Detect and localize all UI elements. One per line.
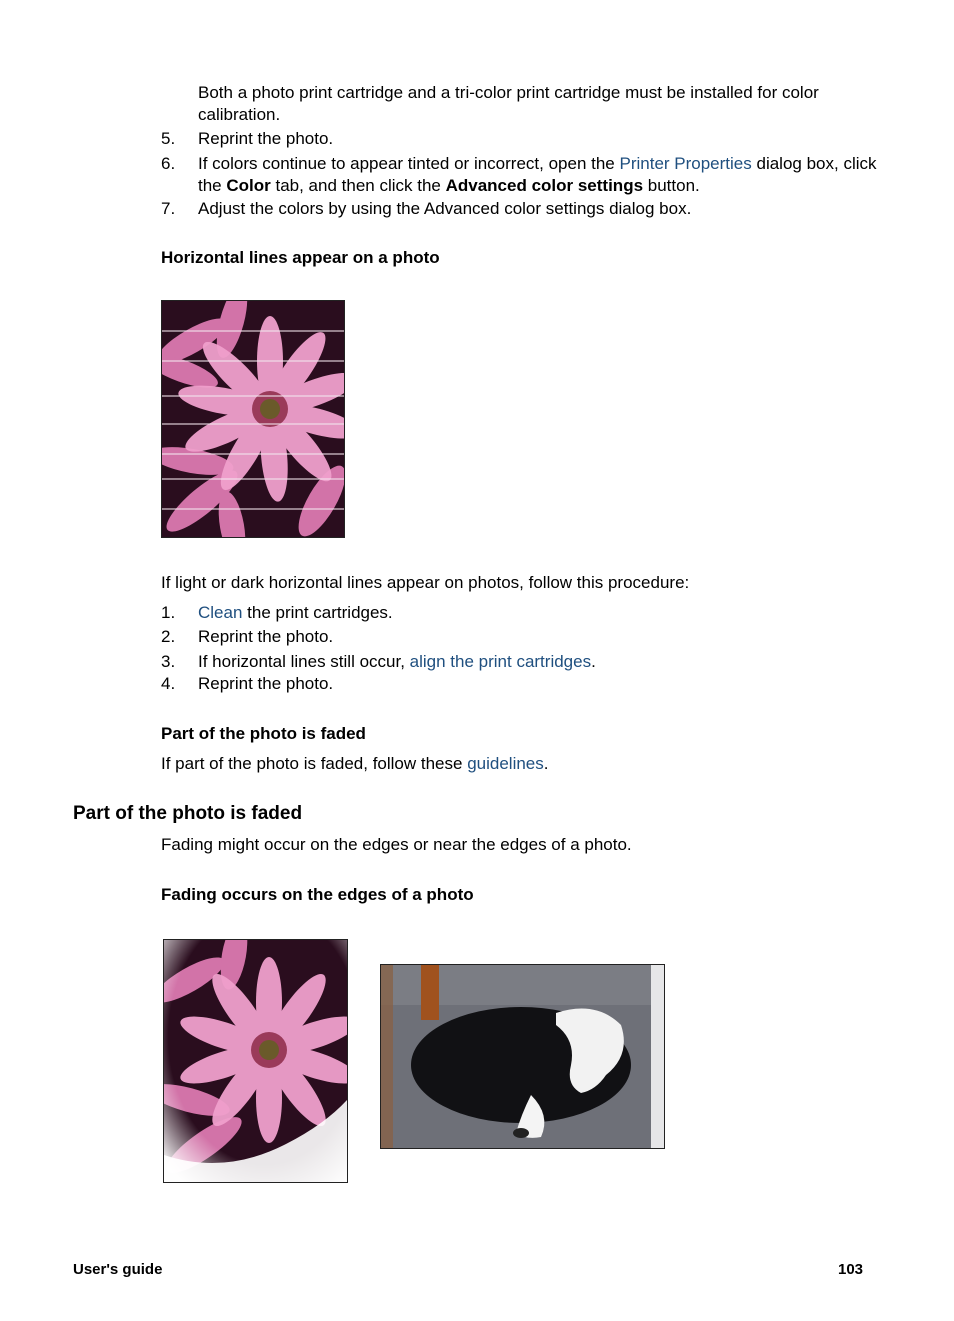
dog-image: [381, 965, 664, 1148]
step-text: [198, 153, 878, 197]
step-text-part: the print cartridges.: [242, 603, 393, 622]
section-heading: Part of the photo is faded: [73, 803, 303, 824]
page-number: 103: [838, 1261, 864, 1278]
step-text: [198, 602, 878, 624]
step-number: 7.: [161, 199, 176, 218]
footer-title: User's guide: [73, 1261, 163, 1278]
align-cartridges-link[interactable]: align the print cartridges: [409, 652, 592, 671]
step-number: 2.: [161, 627, 176, 646]
text-part: .: [543, 754, 549, 773]
faded-flower-photo: [163, 939, 348, 1183]
step-text-part: If colors continue to appear tinted or incorrect, open the: [198, 154, 620, 173]
step-text: Reprint the photo.: [198, 627, 334, 646]
faded-flower-image: [164, 940, 347, 1182]
step-text: Adjust the colors by using the Advanced color settings dialog box.: [198, 199, 692, 218]
guidelines-link[interactable]: guidelines: [467, 754, 544, 773]
step-text: Reprint the photo.: [198, 674, 334, 693]
color-tab-label: Color: [226, 176, 271, 195]
step-number: 4.: [161, 674, 176, 693]
fading-edges-heading: Fading occurs on the edges of a photo: [161, 885, 474, 904]
step-text-part: If horizontal lines still occur,: [198, 652, 410, 671]
step-number: 5.: [161, 129, 176, 148]
text-part: If part of the photo is faded, follow these: [161, 754, 468, 773]
advanced-color-settings-label: Advanced color settings: [445, 176, 644, 195]
fading-intro: Fading might occur on the edges or near the edges of a photo.: [161, 835, 632, 854]
step-text-part: button.: [643, 176, 700, 195]
flower-photo-with-lines: [161, 300, 345, 538]
step-text-part: tab, and then click the: [270, 176, 446, 195]
clean-link[interactable]: Clean: [198, 603, 243, 622]
step-text-part: .: [591, 652, 596, 671]
faded-subheading: Part of the photo is faded: [161, 724, 366, 743]
calibration-note: Both a photo print cartridge and a tri-color print cartridge must be installed for color calibration.: [198, 83, 819, 124]
printer-properties-link[interactable]: Printer Properties: [619, 154, 752, 173]
step-text-part: dialog box, click the: [198, 154, 877, 195]
step-number: 3.: [161, 652, 176, 671]
faded-dog-photo: [380, 964, 665, 1149]
step-text: Reprint the photo.: [198, 129, 334, 148]
step-number: 6.: [161, 154, 176, 173]
flower-image: [162, 301, 344, 537]
procedure-intro: If light or dark horizontal lines appear on photos, follow this procedure:: [161, 573, 690, 592]
step-number: 1.: [161, 603, 176, 622]
step-text: [198, 651, 878, 673]
faded-guideline-text: [161, 753, 549, 775]
horizontal-lines-heading: Horizontal lines appear on a photo: [161, 248, 440, 267]
